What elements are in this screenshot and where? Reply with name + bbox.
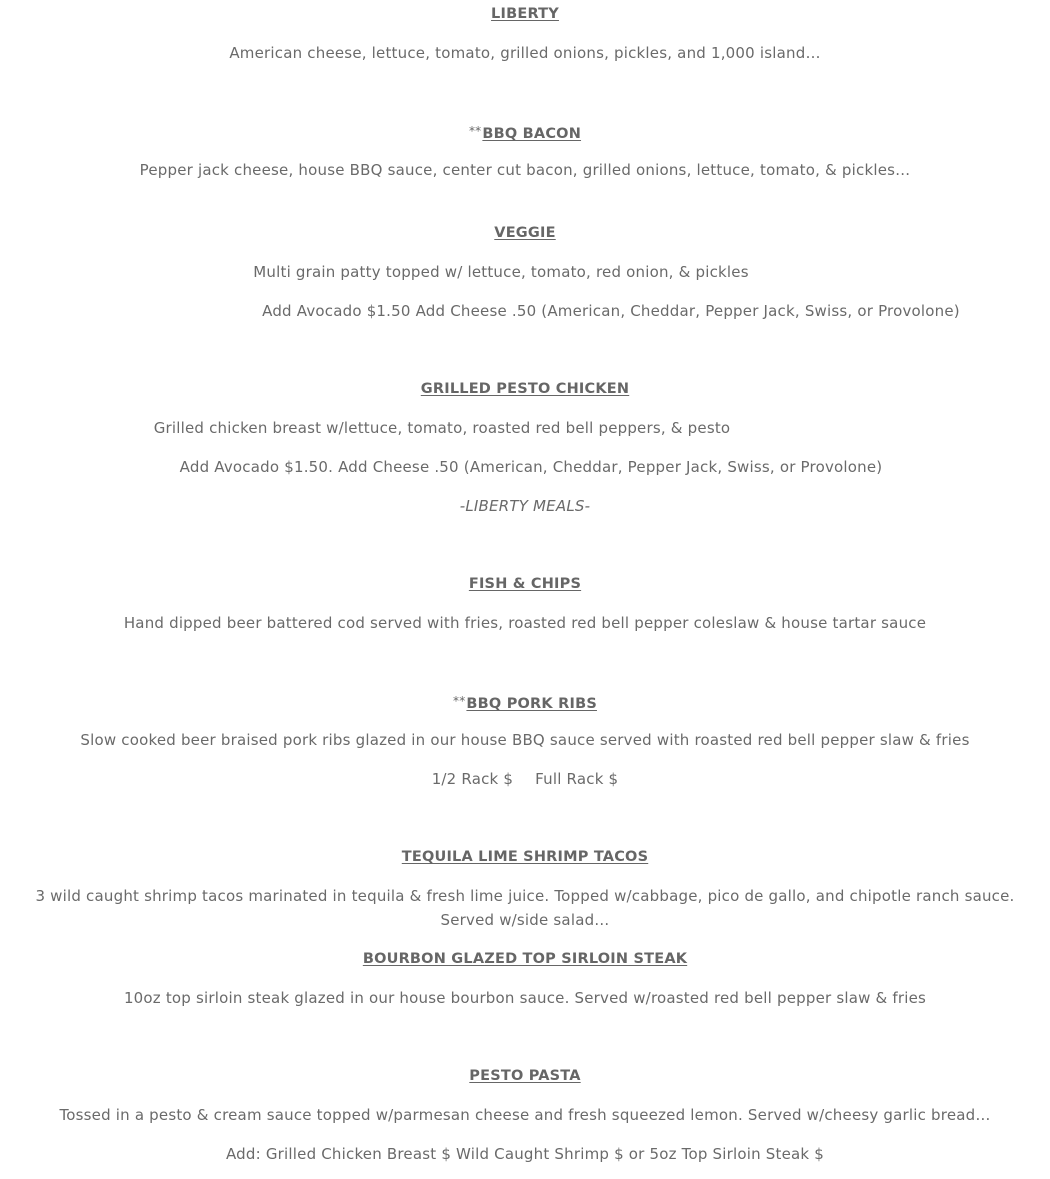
bbq-pork-ribs-description: Slow cooked beer braised pork ribs glazed in our house BBQ sauce served with roasted red bell pepper slaw & fries [80,731,970,749]
grilled-pesto-chicken-description: Grilled chicken breast w/lettuce, tomato, roasted red bell peppers, & pesto [153,419,731,437]
half-rack-price: 1/2 Rack $ [431,770,514,788]
fish-chips-title [0,574,1050,594]
veggie-title-text: VEGGIE [494,225,556,241]
pesto-pasta-description: Tossed in a pesto & cream sauce topped w/parmesan cheese and fresh squeezed lemon. Served w/cheesy garlic bread… [59,1106,991,1124]
bbq-bacon-title-text: BBQ BACON [482,126,582,142]
sirloin-title-text: BOURBON GLAZED TOP SIRLOIN STEAK [362,951,688,967]
bbq-pork-ribs-title [0,691,1050,714]
shrimp-tacos-title-text: TEQUILA LIME SHRIMP TACOS [401,849,649,865]
bbq-bacon-description: Pepper jack cheese, house BBQ sauce, center cut bacon, grilled onions, lettuce, tomato, & pickles… [139,161,911,179]
liberty-title-text: LIBERTY [491,6,559,22]
veggie-addons: Add Avocado $1.50 Add Cheese .50 (American, Cheddar, Pepper Jack, Swiss, or Provolone) [262,302,960,320]
veggie-title [0,223,1050,243]
grilled-pesto-chicken-addons: Add Avocado $1.50. Add Cheese .50 (American, Cheddar, Pepper Jack, Swiss, or Provolone) [179,458,883,476]
veggie-description: Multi grain patty topped w/ lettuce, tomato, red onion, & pickles [253,263,749,281]
full-rack-price: Full Rack $ [535,770,619,788]
fish-chips-description: Hand dipped beer battered cod served with fries, roasted red bell pepper coleslaw & house tartar sauce [123,614,927,632]
shrimp-tacos-description: 3 wild caught shrimp tacos marinated in tequila & fresh lime juice. Topped w/cabbage, pico de gallo, and chipotle ranch sauce. Served w/side salad… [35,887,1015,929]
pesto-pasta-title [0,1066,1050,1086]
pesto-pasta-title-text: PESTO PASTA [469,1068,581,1084]
liberty-title [0,4,1050,24]
bbq-pork-ribs-title-text: BBQ PORK RIBS [466,696,597,712]
sirloin-title [0,949,1050,969]
bbq-bacon-marker: ** [468,124,482,138]
liberty-meals-header: -LIBERTY MEALS- [459,497,591,515]
bbq-bacon-title [0,121,1050,144]
sirloin-description: 10oz top sirloin steak glazed in our house bourbon sauce. Served w/roasted red bell pepper slaw & fries [123,989,927,1007]
fish-chips-title-text: FISH & CHIPS [468,576,582,592]
grilled-pesto-chicken-title-text: GRILLED PESTO CHICKEN [420,381,630,397]
bbq-pork-ribs-prices [0,769,1050,789]
grilled-pesto-chicken-title [0,379,1050,399]
bbq-pork-ribs-marker: ** [453,694,466,708]
shrimp-tacos-title [0,847,1050,867]
liberty-description: American cheese, lettuce, tomato, grilled onions, pickles, and 1,000 island… [229,44,821,62]
pesto-pasta-addons: Add: Grilled Chicken Breast $ Wild Caught Shrimp $ or 5oz Top Sirloin Steak $ [225,1145,825,1163]
